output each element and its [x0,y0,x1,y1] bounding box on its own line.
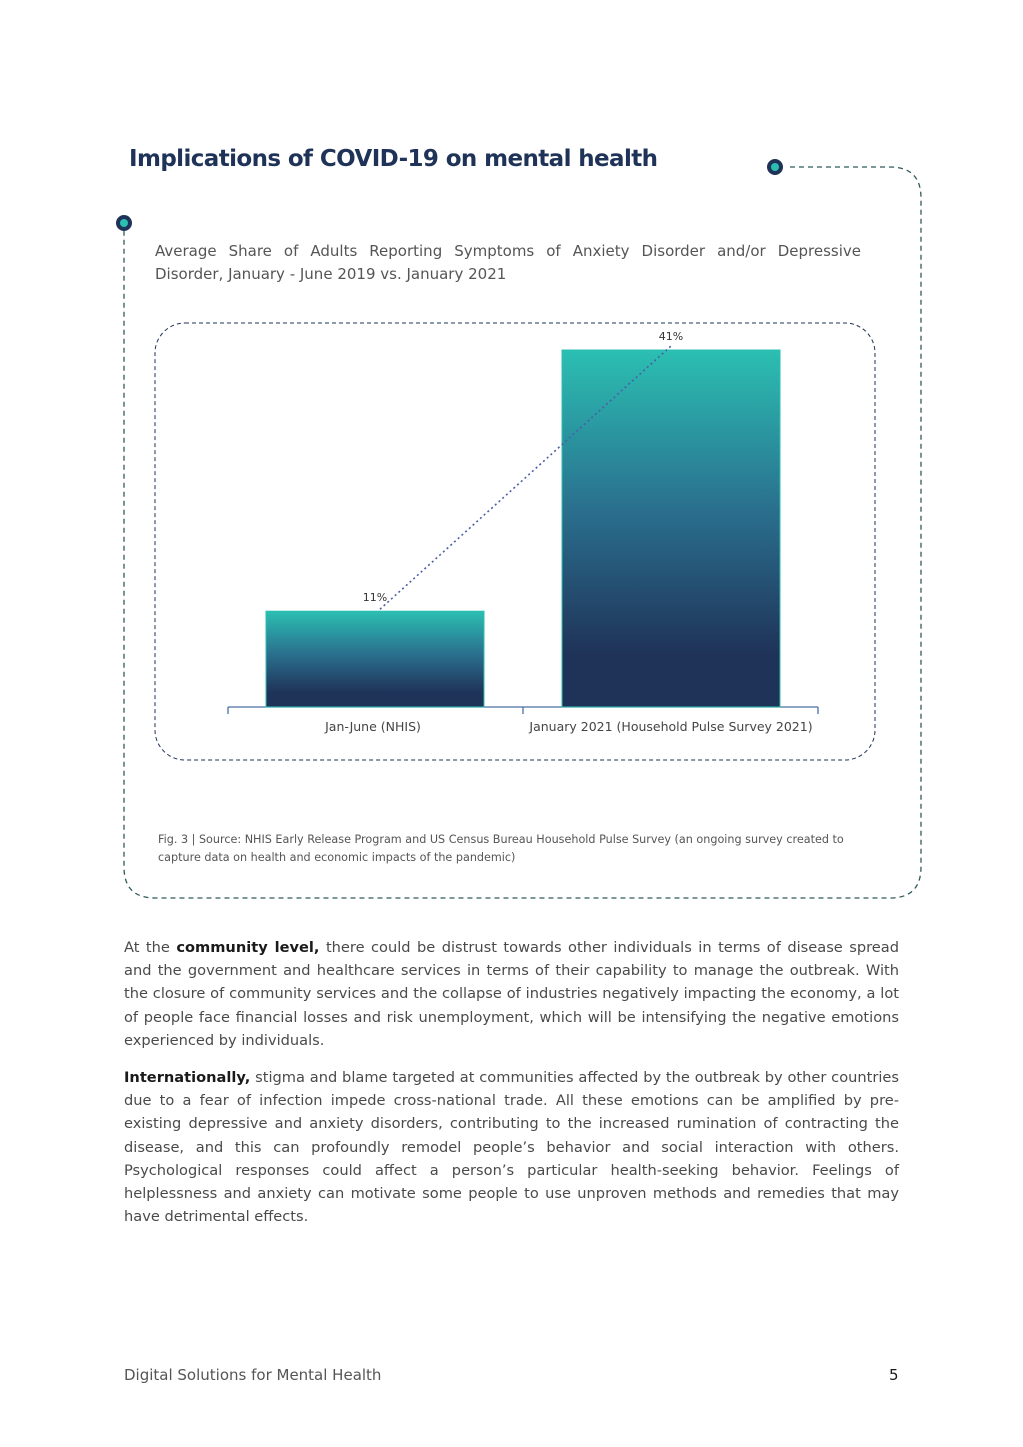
page-number: 5 [889,1366,899,1384]
data-label: 41% [658,330,684,343]
paragraph-prefix: At the [124,939,177,956]
footer-title: Digital Solutions for Mental Health [124,1366,382,1384]
figure-caption: Fig. 3 | Source: NHIS Early Release Program and US Census Bureau Household Pulse Survey (an ongoing survey created to capture data on health and economic impacts of the pandemic) [158,833,844,864]
paragraph-lead: community level, [176,939,320,956]
paragraph-community [124,936,899,1052]
paragraph-text: stigma and blame targeted at communities affected by the outbreak by other countries due to a fear of infection impede cross-national trade. All these emotions can be amplified by pre-existing depressive and anxiety disorders, contributing to the increased rumination of contracting the disease, and this can profoundly remodel people’s behavior and social interaction with others. Psychological responses could affect a person’s particular health-seeking behavior. Feelings of helplessness and anxiety can motivate some people to use unproven methods and remedies that may have detrimental effects. [124,1069,899,1226]
bar [562,350,780,707]
paragraph-international [124,1066,899,1228]
bar [266,611,484,707]
paragraph-lead: Internationally, [124,1069,251,1086]
category-label: Jan-June (NHIS) [325,719,421,734]
data-label: 11% [362,591,388,605]
paragraph-text: there could be distrust towards other individuals in terms of disease spread and the government and healthcare services in terms of their capability to manage the outbreak. With the closure of community services and the collapse of industries negatively impacting the economy, a lot of people face financial losses and risk unemployment, which will be intensifying the negative emotions experienced by individuals. [124,939,899,1049]
category-label: January 2021 (Household Pulse Survey 2021) [529,719,813,734]
section-heading: Implications of COVID-19 on mental health [129,146,658,172]
figure-subtitle: Average Share of Adults Reporting Symptoms of Anxiety Disorder and/or Depressive Disorder, January - June 2019 vs. January 2021 [155,242,861,283]
